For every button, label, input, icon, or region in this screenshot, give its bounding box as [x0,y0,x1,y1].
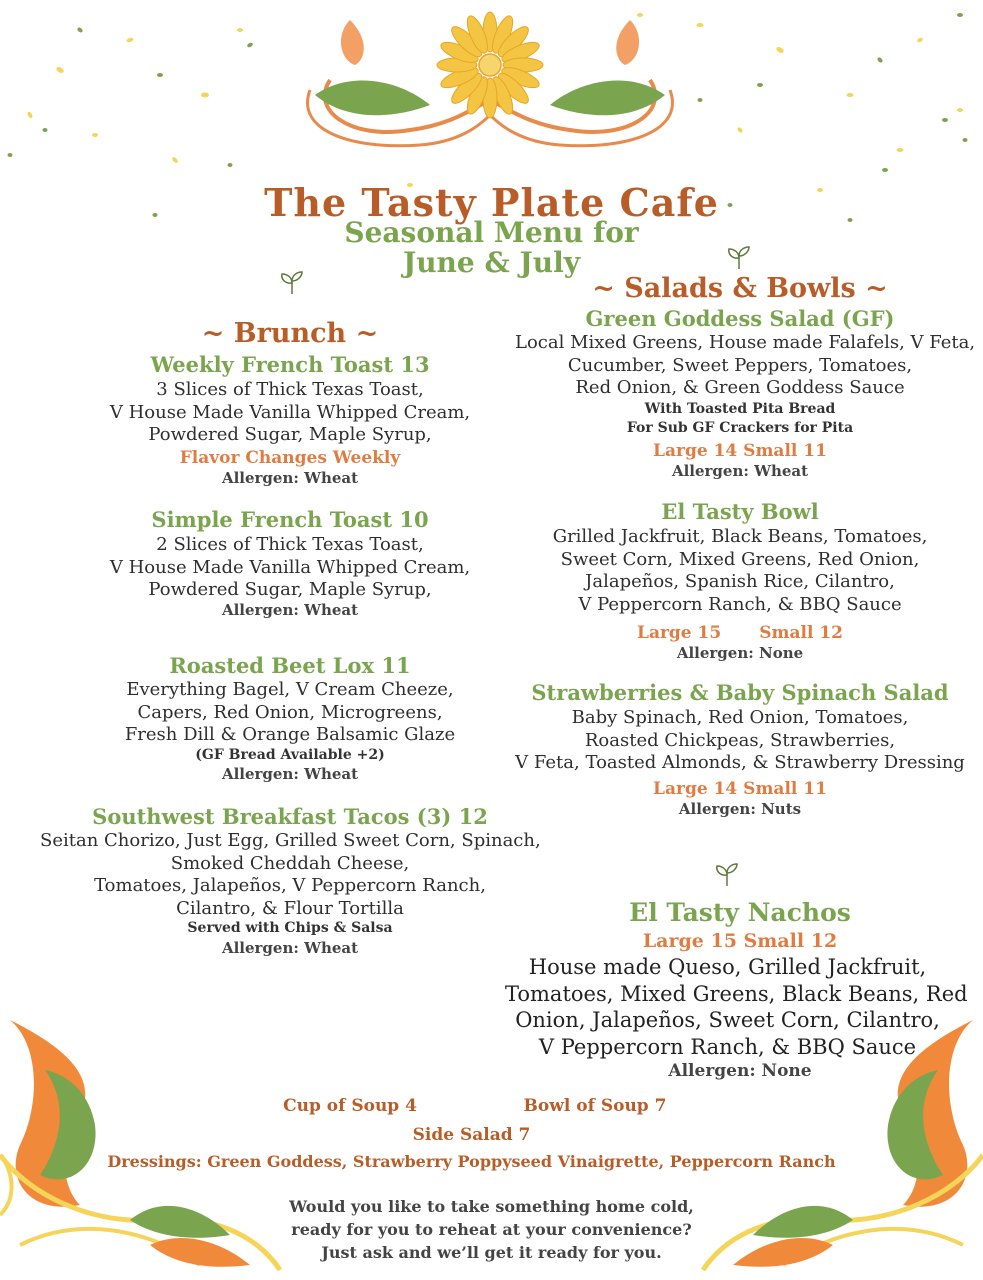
desc-line: Jalapeños, Spanish Rice, Cilantro, [585,571,895,592]
desc-line: Cucumber, Sweet Peppers, Tomatoes, [567,354,913,376]
desc-line: 2 Slices of Thick Texas Toast, [156,534,424,555]
allergen-label: Allergen: Wheat [221,469,359,487]
menu-item-note: (GF Bread Available +2) [195,747,385,763]
menu-item-description [40,534,540,602]
allergen-label: Allergen: Wheat [221,601,359,619]
desc-line: House made Queso, Grilled Jackfruit, [528,955,927,979]
menu-item-title: Weekly French Toast 13 [150,352,430,377]
allergen-label: Allergen: Nuts [678,800,802,818]
menu-item-title: Roasted Beet Lox 11 [169,653,411,678]
sprout-icon [713,862,741,888]
menu-item-title: Strawberries & Baby Spinach Salad [531,680,949,705]
desc-line: Tomatoes, Jalapeños, V Peppercorn Ranch, [94,875,486,896]
brunch-heading: ~ Brunch ~ [201,318,379,349]
desc-line: Red Onion, & Green Goddess Sauce [575,377,905,398]
menu-item-title: Southwest Breakfast Tacos (3) 12 [92,804,488,829]
price-small: Small 12 [759,623,843,643]
desc-line: V Peppercorn Ranch, & BBQ Sauce [578,593,902,615]
desc-line: Smoked Cheddah Cheese, [170,852,410,874]
takeaway-message [0,1195,983,1264]
price-label: Large 14 Small 11 [653,441,827,461]
desc-line: Powdered Sugar, Maple Syrup, [148,424,432,445]
price-label: Large 14 Small 11 [653,779,827,799]
footer-line: ready for you to reheat at your convenience? [291,1220,692,1239]
menu-item-description [40,679,540,747]
desc-line: Onion, Jalapeños, Sweet Corn, Cilantro, [515,1008,940,1032]
dressings-list: Dressings: Green Goddess, Strawberry Poppyseed Vinaigrette, Peppercorn Ranch [107,1152,836,1171]
bowl-of-soup: Bowl of Soup 7 [523,1096,667,1116]
allergen-label: Allergen: None [668,1061,812,1081]
desc-line: Cilantro, & Flour Tortilla [176,897,404,919]
subtitle-line-1: Seasonal Menu for [344,216,639,249]
desc-line: Grilled Jackfruit, Black Beans, Tomatoes, [552,526,928,547]
nachos-description [505,954,968,1060]
nachos-title: El Tasty Nachos [629,898,851,927]
menu-item-note: Flavor Changes Weekly [179,448,401,468]
salads-heading: ~ Salads & Bowls ~ [592,273,888,304]
menu-item-note: For Sub GF Crackers for Pita [626,420,854,436]
flower-ornament [290,0,690,160]
menu-item-description [515,707,965,775]
desc-line: Everything Bagel, V Cream Cheeze, [126,679,454,700]
desc-line: Seitan Chorizo, Just Egg, Grilled Sweet Corn, Spinach, [40,830,541,851]
menu-item-description [515,526,965,616]
menu-item-description [515,332,976,400]
desc-line: Fresh Dill & Orange Balsamic Glaze [124,724,456,745]
menu-item-note: Served with Chips & Salsa [187,920,393,936]
desc-line: V Feta, Toasted Almonds, & Strawberry Dressing [515,752,965,773]
allergen-label: Allergen: Wheat [671,462,809,480]
desc-line: V House Made Vanilla Whipped Cream, [109,556,471,578]
side-salad: Side Salad 7 [412,1125,531,1145]
desc-line: Local Mixed Greens, House made Falafels, V Feta, [515,332,976,353]
nachos-price: Large 15 Small 12 [642,930,838,952]
cup-of-soup: Cup of Soup 4 [283,1096,417,1116]
desc-line: 3 Slices of Thick Texas Toast, [156,379,424,400]
desc-line: V Peppercorn Ranch, & BBQ Sauce [538,1034,917,1059]
allergen-label: Allergen: Wheat [221,765,359,783]
menu-item-title: Simple French Toast 10 [151,507,429,532]
subtitle-line-2: June & July [402,246,581,279]
cafe-title: The Tasty Plate Cafe [264,180,719,225]
footer-line: Just ask and we’ll get it ready for you. [321,1243,662,1262]
menu-item-description [40,379,540,447]
allergen-label: Allergen: Wheat [221,939,359,957]
desc-line: Sweet Corn, Mixed Greens, Red Onion, [560,548,920,570]
desc-line: Roasted Chickpeas, Strawberries, [584,729,896,751]
desc-line: Capers, Red Onion, Microgreens, [137,701,443,723]
desc-line: Powdered Sugar, Maple Syrup, [148,579,432,600]
menu-item-title: El Tasty Bowl [661,499,819,524]
desc-line: V House Made Vanilla Whipped Cream, [109,401,471,423]
footer-line: Would you like to take something home cold, [289,1197,694,1216]
desc-line: Tomatoes, Mixed Greens, Black Beans, Red [505,981,968,1006]
price-label [515,623,965,643]
desc-line: Baby Spinach, Red Onion, Tomatoes, [571,707,909,728]
menu-item-description [40,830,540,920]
menu-item-title: Green Goddess Salad (GF) [585,306,895,331]
menu-item-note: With Toasted Pita Bread [644,401,836,417]
price-large: Large 15 [637,623,722,643]
allergen-label: Allergen: None [676,644,804,662]
menu-subtitle [0,218,983,278]
